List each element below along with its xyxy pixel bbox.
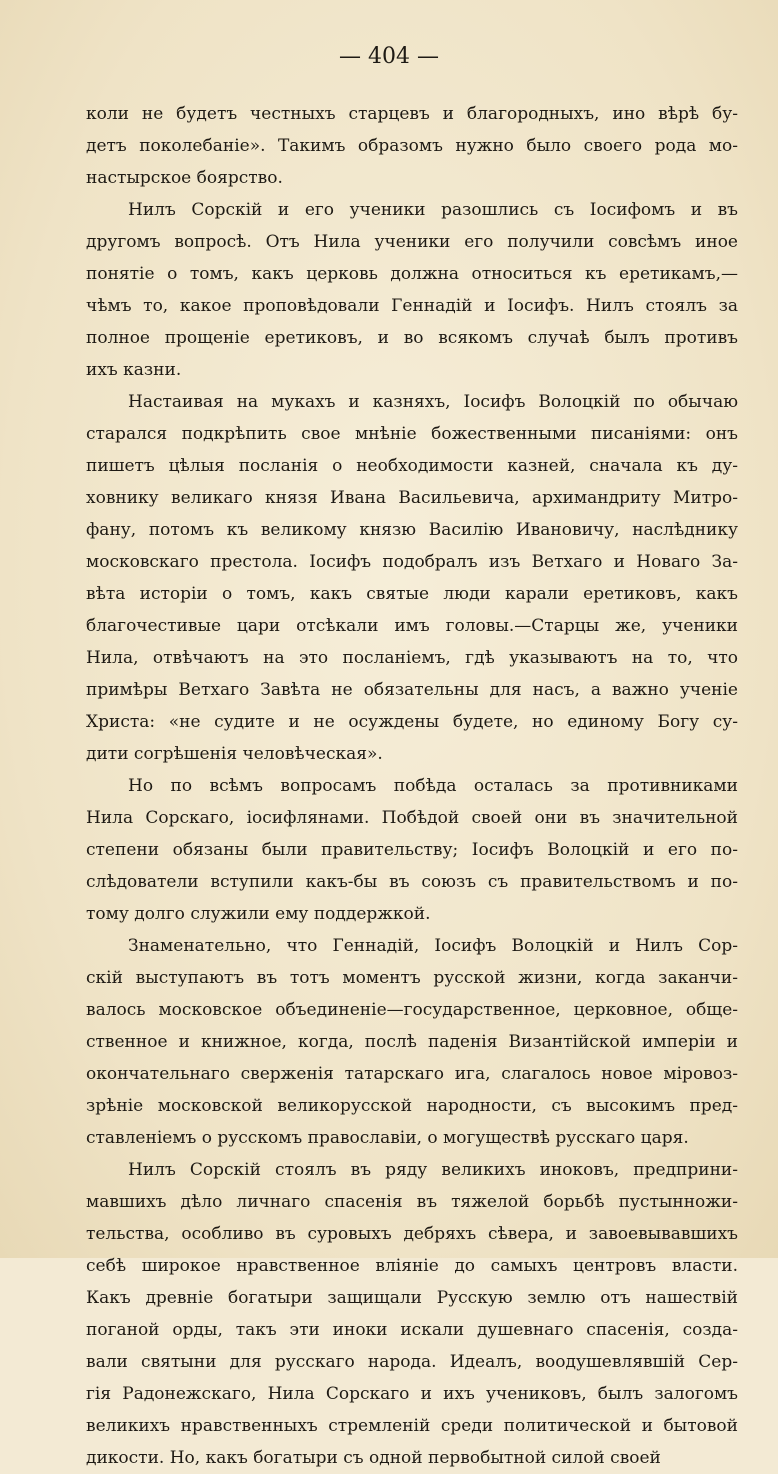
text-line: мавшихъ дѣло личнаго спасенія въ тяжелой борьбѣ пустынножи- — [86, 1192, 738, 1212]
paragraph — [86, 194, 738, 386]
text-line: благочестивые цари отсѣкали имъ головы.—Старцы же, ученики — [86, 616, 738, 636]
text-line: пишетъ цѣлыя посланія о необходимости казней, сначала къ ду- — [86, 456, 738, 476]
text-line: дикости. Но, какъ богатыри съ одной первобытной силой своей — [86, 1448, 661, 1468]
text-line: вали святыни для русскаго народа. Идеалъ, воодушевлявшій Сер- — [86, 1352, 738, 1372]
text-line: ихъ казни. — [86, 360, 182, 380]
text-line: Нила Сорскаго, іосифлянами. Побѣдой своей они въ значительной — [86, 808, 738, 828]
text-line: Какъ древніе богатыри защищали Русскую землю отъ нашествій — [86, 1288, 738, 1308]
text-line: ховнику великаго князя Ивана Васильевича, архимандриту Митро- — [86, 488, 738, 508]
text-line: ственное и книжное, когда, послѣ паденія Византійской имперіи и — [86, 1032, 738, 1052]
text-line: понятіе о томъ, какъ церковь должна относиться къ еретикамъ,— — [86, 264, 738, 284]
text-line: окончательнаго сверженія татарскаго ига, слагалось новое міровоз- — [86, 1064, 738, 1084]
body-text — [86, 98, 738, 1474]
text-line: дити согрѣшенія человѣческая». — [86, 744, 383, 764]
text-line: Настаивая на мукахъ и казняхъ, Іосифъ Волоцкій по обычаю — [128, 392, 738, 412]
paragraph — [86, 1154, 738, 1474]
text-line: тому долго служили ему поддержкой. — [86, 904, 431, 924]
paragraph — [86, 98, 738, 194]
text-line: поганой орды, такъ эти иноки искали душевнаго спасенія, созда- — [86, 1320, 738, 1340]
text-line: детъ поколебаніе». Такимъ образомъ нужно было своего рода мо- — [86, 136, 738, 156]
text-line: валось московское объединеніе—государственное, церковное, обще- — [86, 1000, 738, 1020]
text-line: Знаменательно, что Геннадій, Іосифъ Волоцкій и Нилъ Сор- — [128, 936, 738, 956]
paragraph — [86, 386, 738, 770]
text-line: коли не будетъ честныхъ старцевъ и благородныхъ, ино вѣрѣ бу- — [86, 104, 738, 124]
text-line: старался подкрѣпить свое мнѣніе божественными писаніями: онъ — [86, 424, 738, 444]
text-line: Христа: «не судите и не осуждены будете, но единому Богу су- — [86, 712, 738, 732]
text-line: полное прощеніе еретиковъ, и во всякомъ случаѣ былъ противъ — [86, 328, 738, 348]
paragraph — [86, 770, 738, 930]
text-line: московскаго престола. Іосифъ подобралъ изъ Ветхаго и Новаго За- — [86, 552, 738, 572]
text-line: настырское боярство. — [86, 168, 283, 188]
text-line: ставленіемъ о русскомъ православіи, о могуществѣ русскаго царя. — [86, 1128, 689, 1148]
text-line: тельства, особливо въ суровыхъ дебряхъ сѣвера, и завоевывавшихъ — [86, 1224, 738, 1244]
text-line: Нилъ Сорскій стоялъ въ ряду великихъ иноковъ, предприни- — [128, 1160, 738, 1180]
text-line: Но по всѣмъ вопросамъ побѣда осталась за противниками — [128, 776, 738, 796]
text-line: чѣмъ то, какое проповѣдовали Геннадій и Іосифъ. Нилъ стоялъ за — [86, 296, 738, 316]
text-line: скій выступаютъ въ тотъ моментъ русской жизни, когда заканчи- — [86, 968, 738, 988]
text-line: фану, потомъ къ великому князю Василію Ивановичу, наслѣднику — [86, 520, 738, 540]
text-line: примѣры Ветхаго Завѣта не обязательны для насъ, а важно ученіе — [86, 680, 738, 700]
text-line: степени обязаны были правительству; Іосифъ Волоцкій и его по- — [86, 840, 738, 860]
text-line: зрѣніе московской великорусской народности, съ высокимъ пред- — [86, 1096, 738, 1116]
text-line: другомъ вопросѣ. Отъ Нила ученики его получили совсѣмъ иное — [86, 232, 738, 252]
text-line: себѣ широкое нравственное вліяніе до самыхъ центровъ власти. — [86, 1256, 738, 1276]
paragraph — [86, 930, 738, 1154]
text-line: великихъ нравственныхъ стремленій среди политической и бытовой — [86, 1416, 738, 1436]
page-number: — 404 — — [339, 44, 439, 69]
text-line: слѣдователи вступили какъ-бы въ союзъ съ правительствомъ и по- — [86, 872, 738, 892]
text-line: Нилъ Сорскій и его ученики разошлись съ Іосифомъ и въ — [128, 200, 738, 220]
text-line: Нила, отвѣчаютъ на это посланіемъ, гдѣ указываютъ на то, что — [86, 648, 738, 668]
text-line: гія Радонежскаго, Нила Сорскаго и ихъ учениковъ, былъ залогомъ — [86, 1384, 738, 1404]
text-line: вѣта исторіи о томъ, какъ святые люди карали еретиковъ, какъ — [86, 584, 738, 604]
